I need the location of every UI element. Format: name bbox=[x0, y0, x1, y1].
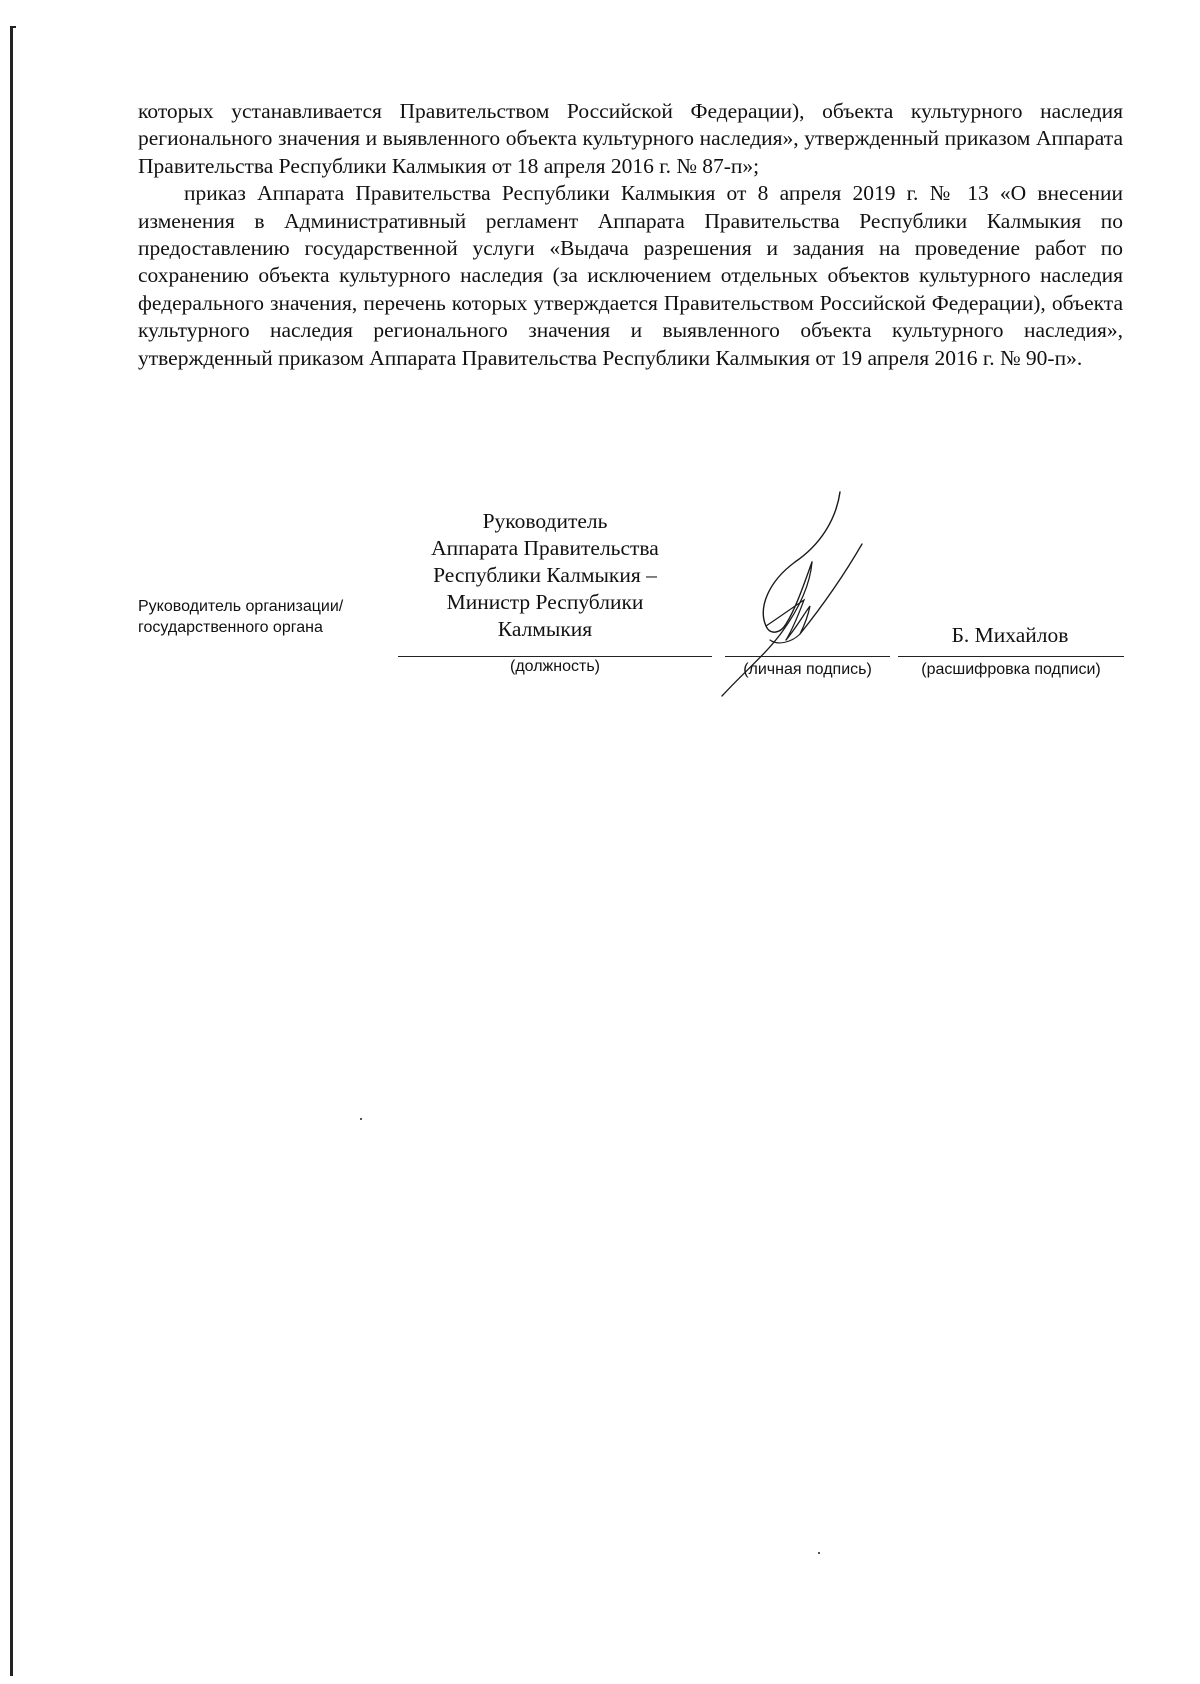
scan-speck bbox=[360, 1118, 362, 1120]
paragraph-order-list-item: приказ Аппарата Правительства Республики Калмыкия от 8 апреля 2019 г. № 13 «О внесении изменения в Административный регламент Аппарата Правительства Республики Калмыкия по предоставлению государственной услуги «Выдача разрешения и задания на проведение работ по сохранению объекта культурного наследия (за исключением отдельных объектов культурного наследия федерального значения, перечень которых утверждается Правительством Российской Федерации), объекта культурного наследия регионального значения и выявленного объекта культурного наследия», утвержденный приказом Аппарата Правительства Республики Калмыкия от 19 апреля 2016 г. № 90-п». bbox=[138, 181, 1123, 370]
document-body bbox=[138, 98, 1123, 372]
org-label-line: государственного органа bbox=[138, 619, 323, 636]
scan-speck bbox=[818, 1552, 820, 1554]
signature-caption: (личная подпись) bbox=[743, 661, 872, 678]
paragraph-continuation: которых устанавливается Правительством Российской Федерации), объекта культурного наследия регионального значения и выявленного объекта культурного наследия», утвержденный приказом Аппарата Правительства Республики Калмыкия от 18 апреля 2016 г. № 87-п»; bbox=[138, 99, 1123, 178]
org-label-line: Руководитель организации/ bbox=[138, 598, 344, 615]
signatory-position bbox=[395, 508, 695, 643]
name-caption: (расшифровка подписи) bbox=[921, 661, 1101, 678]
position-caption: (должность) bbox=[510, 658, 600, 675]
position-line: Республики Калмыкия – bbox=[433, 563, 657, 587]
position-line: Калмыкия bbox=[497, 617, 593, 641]
scan-edge-corner bbox=[10, 26, 16, 28]
org-head-label bbox=[138, 596, 398, 638]
scan-edge-line bbox=[10, 26, 13, 1676]
position-line: Руководитель bbox=[482, 509, 608, 533]
position-line: Министр Республики bbox=[446, 590, 644, 614]
name-underline bbox=[898, 656, 1124, 657]
position-line: Аппарата Правительства bbox=[431, 536, 659, 560]
signatory-name: Б. Михайлов bbox=[951, 623, 1069, 647]
handwritten-signature bbox=[700, 490, 920, 710]
